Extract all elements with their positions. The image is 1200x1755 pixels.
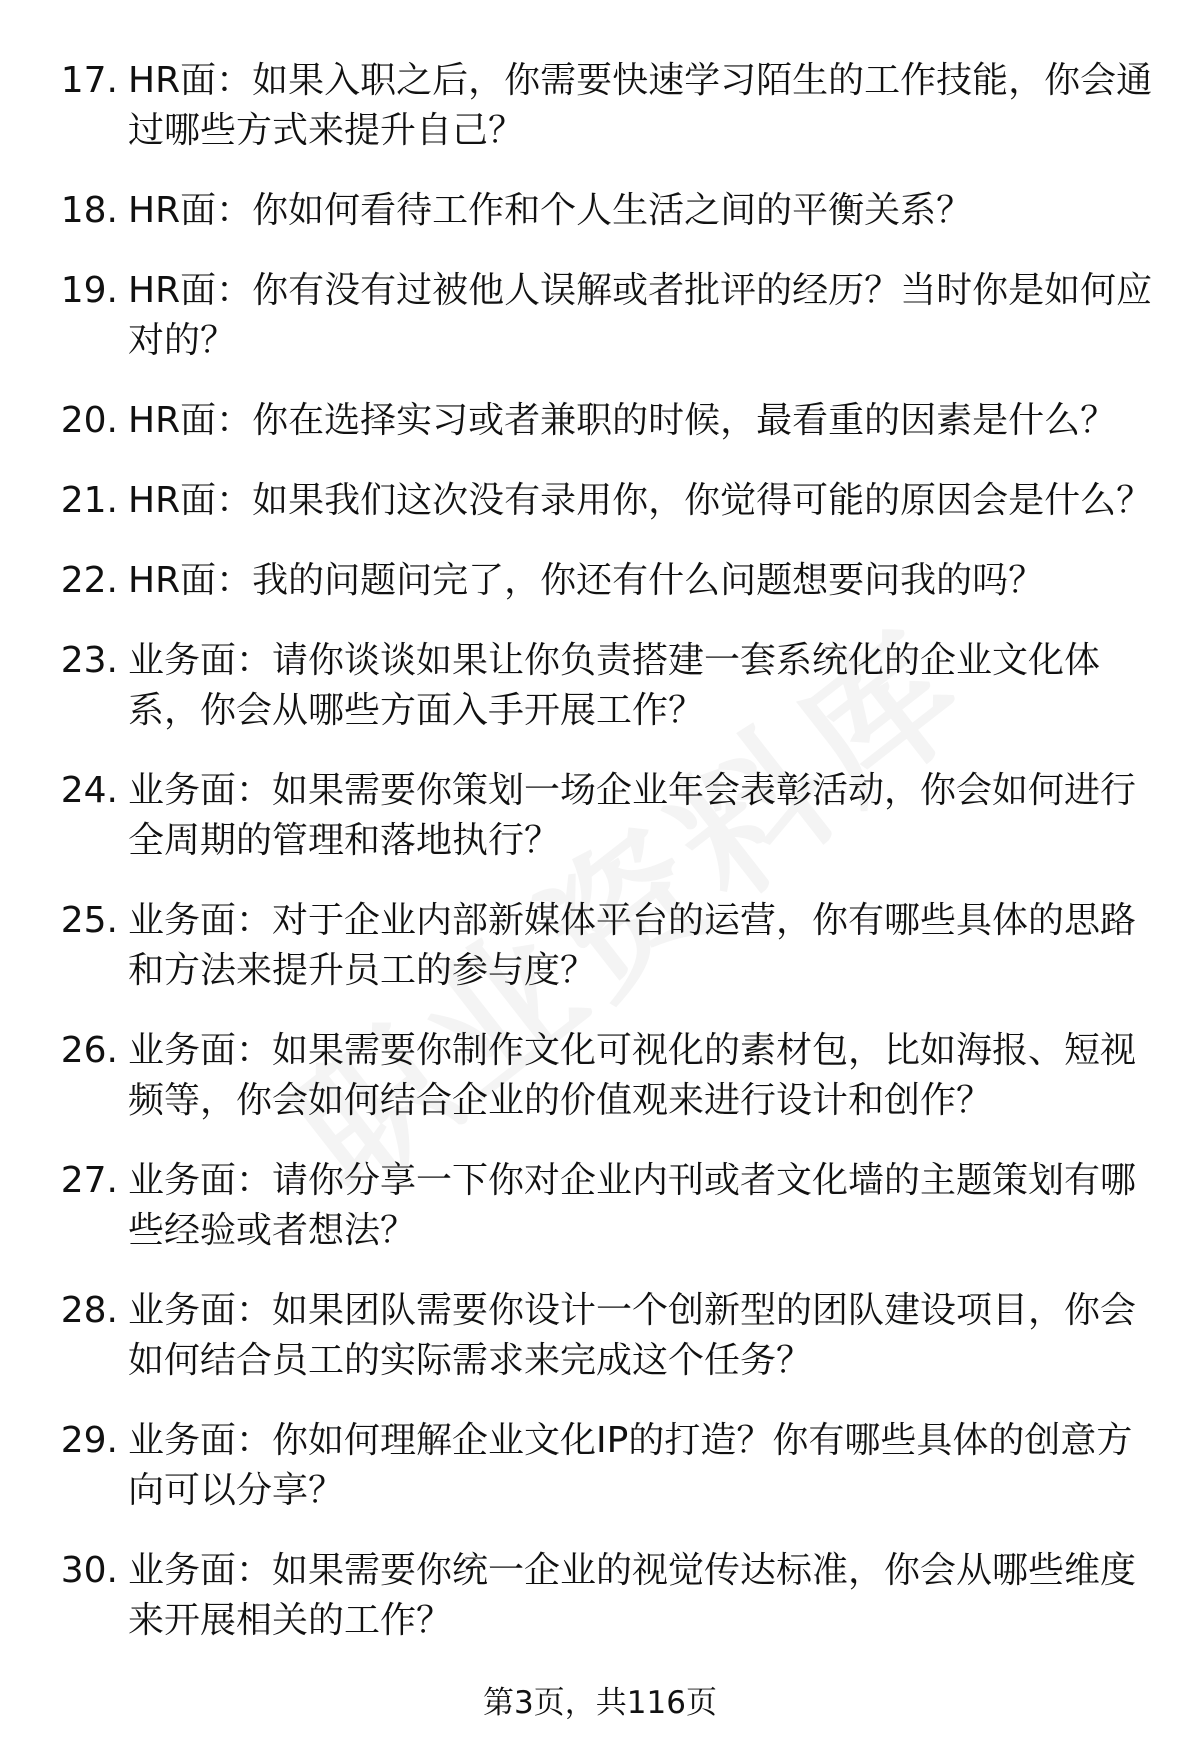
item-text: 业务面：如果需要你统一企业的视觉传达标准，你会从哪些维度来开展相关的工作？ (128, 1550, 1137, 1641)
item-number (0, 1156, 128, 1206)
item-text: 业务面：对于企业内部新媒体平台的运营，你有哪些具体的思路和方法来提升员工的参与度？ (128, 900, 1137, 991)
item-number (0, 476, 128, 526)
item-number (0, 896, 128, 946)
list-item (0, 56, 1200, 156)
item-number-label: 24. (60, 770, 118, 811)
item-number-label: 21. (60, 480, 118, 521)
item-number-label: 26. (60, 1030, 118, 1071)
list-item (0, 636, 1200, 736)
list-item (0, 1286, 1200, 1386)
item-number-label: 20. (60, 400, 118, 441)
item-number (0, 266, 128, 316)
list-item (0, 266, 1200, 366)
list-item (0, 396, 1200, 446)
item-number (0, 556, 128, 606)
item-number (0, 636, 128, 686)
item-text: 业务面：如果需要你制作文化可视化的素材包，比如海报、短视频等，你会如何结合企业的价值观来进行设计和创作？ (128, 1030, 1137, 1121)
item-number (0, 1286, 128, 1336)
item-number (0, 56, 128, 106)
item-text: HR面：你有没有过被他人误解或者批评的经历？当时你是如何应对的？ (128, 270, 1153, 361)
list-item (0, 476, 1200, 526)
item-number-label: 23. (60, 640, 118, 681)
item-number-label: 22. (60, 560, 118, 601)
item-number-label: 28. (60, 1290, 118, 1331)
item-number (0, 396, 128, 446)
item-number-label: 19. (60, 270, 118, 311)
page-footer: 第3页，共116页 (483, 1685, 717, 1721)
item-number (0, 186, 128, 236)
item-number-label: 29. (60, 1420, 118, 1461)
item-text: 业务面：请你谈谈如果让你负责搭建一套系统化的企业文化体系，你会从哪些方面入手开展工作？ (128, 640, 1101, 731)
item-text: HR面：我的问题问完了，你还有什么问题想要问我的吗？ (128, 560, 1045, 601)
item-text: HR面：你如何看待工作和个人生活之间的平衡关系？ (128, 190, 973, 231)
item-text: 业务面：如果需要你策划一场企业年会表彰活动，你会如何进行全周期的管理和落地执行？ (128, 770, 1137, 861)
list-item (0, 186, 1200, 236)
item-number (0, 1416, 128, 1466)
item-text: 业务面：如果团队需要你设计一个创新型的团队建设项目，你会如何结合员工的实际需求来完成这个任务？ (128, 1290, 1137, 1381)
item-text: HR面：你在选择实习或者兼职的时候，最看重的因素是什么？ (128, 400, 1117, 441)
question-list (0, 56, 1200, 1676)
list-item (0, 1156, 1200, 1256)
item-number (0, 1546, 128, 1596)
list-item (0, 896, 1200, 996)
list-item (0, 1546, 1200, 1646)
item-number (0, 1026, 128, 1076)
item-number-label: 30. (60, 1550, 118, 1591)
list-item (0, 556, 1200, 606)
list-item (0, 1026, 1200, 1126)
list-item (0, 1416, 1200, 1516)
item-text: 业务面：请你分享一下你对企业内刊或者文化墙的主题策划有哪些经验或者想法？ (128, 1160, 1137, 1251)
item-number-label: 27. (60, 1160, 118, 1201)
list-item (0, 766, 1200, 866)
item-text: 业务面：你如何理解企业文化IP的打造？你有哪些具体的创意方向可以分享？ (128, 1420, 1133, 1511)
item-text: HR面：如果我们这次没有录用你，你觉得可能的原因会是什么？ (128, 480, 1153, 521)
item-number-label: 18. (60, 190, 118, 231)
item-text: HR面：如果入职之后，你需要快速学习陌生的工作技能，你会通过哪些方式来提升自己？ (128, 60, 1153, 151)
item-number-label: 17. (60, 60, 118, 101)
item-number (0, 766, 128, 816)
item-number-label: 25. (60, 900, 118, 941)
